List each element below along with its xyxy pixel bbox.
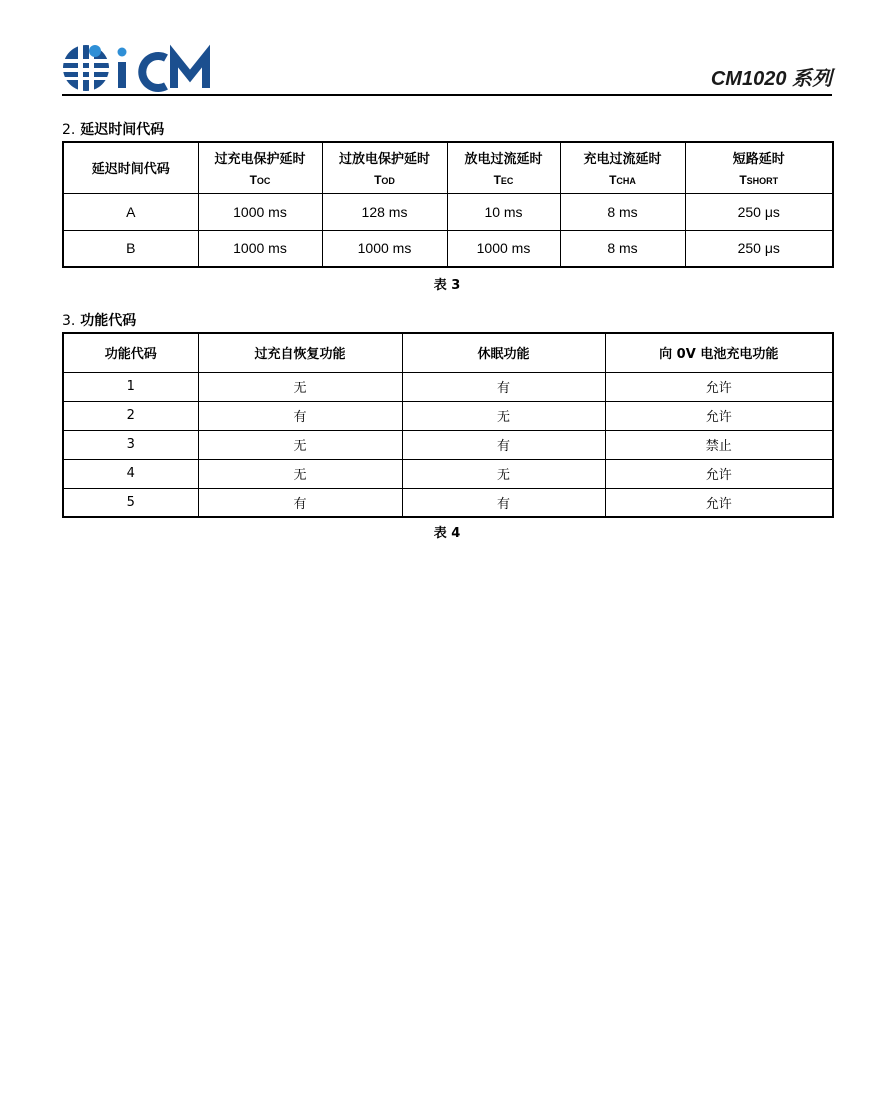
table-cell: 1 <box>63 372 198 401</box>
symbol: TCHA <box>609 173 636 188</box>
header-label: 过放电保护延时 <box>338 152 430 168</box>
table-cell: 无 <box>198 430 402 459</box>
table-row <box>63 372 833 401</box>
table-row <box>63 230 833 267</box>
header-label: 过充电保护延时 <box>214 152 306 168</box>
row-code: A <box>63 193 198 230</box>
table-cell: 128 ms <box>322 193 447 230</box>
table-cell: 4 <box>63 459 198 488</box>
function-table <box>62 332 834 518</box>
section-number: 2. <box>62 122 76 138</box>
table-cell: 无 <box>198 372 402 401</box>
table-cell: 允许 <box>605 401 833 430</box>
table-cell: 8 ms <box>560 193 685 230</box>
table-cell: 250 μs <box>685 193 833 230</box>
symbol: TOD <box>374 173 395 188</box>
symbol: TSHORT <box>739 173 779 188</box>
table-cell: 有 <box>402 488 605 517</box>
table-cell: 5 <box>63 488 198 517</box>
header-label: 短路延时 <box>732 152 785 168</box>
table-row <box>63 401 833 430</box>
header-label: 充电过流延时 <box>583 152 662 168</box>
table-cell: 无 <box>198 459 402 488</box>
row-code: B <box>63 230 198 267</box>
header-cell-tcha <box>560 142 685 193</box>
table-cell: 10 ms <box>447 193 560 230</box>
header-cell-delay-code: 延迟时间代码 <box>63 142 198 193</box>
table-cell: 1000 ms <box>198 193 322 230</box>
table-row <box>63 193 833 230</box>
table-cell: 有 <box>402 372 605 401</box>
table-cell: 1000 ms <box>322 230 447 267</box>
header-cell-tod <box>322 142 447 193</box>
section-function-title <box>62 310 136 330</box>
section-number: 3. <box>62 313 76 329</box>
table-row <box>63 459 833 488</box>
table-cell: 允许 <box>605 488 833 517</box>
icm-logo <box>62 42 224 94</box>
header-divider <box>62 94 832 96</box>
header-cell-toc <box>198 142 322 193</box>
table-cell: 1000 ms <box>198 230 322 267</box>
table-row <box>63 488 833 517</box>
table-cell: 有 <box>402 430 605 459</box>
series-title: CM1020 系列 <box>710 68 832 90</box>
table-cell: 允许 <box>605 459 833 488</box>
header-cell: 休眠功能 <box>402 333 605 372</box>
table-cell: 250 μs <box>685 230 833 267</box>
table-cell: 禁止 <box>605 430 833 459</box>
table-cell: 有 <box>198 401 402 430</box>
table-cell: 无 <box>402 401 605 430</box>
svg-text:iCM: iCM <box>62 42 64 43</box>
header-cell: 过充自恢复功能 <box>198 333 402 372</box>
header-cell: 向 0V 电池充电功能 <box>605 333 833 372</box>
table-header-row <box>63 333 833 372</box>
symbol: TOC <box>249 173 271 188</box>
symbol: TEC <box>493 173 514 188</box>
table-caption: 表 4 <box>433 526 461 541</box>
table-cell: 允许 <box>605 372 833 401</box>
section-heading: 延迟时间代码 <box>80 122 165 138</box>
table-cell: 无 <box>402 459 605 488</box>
table-row <box>63 430 833 459</box>
table-cell: 8 ms <box>560 230 685 267</box>
section-delay-title <box>62 119 164 139</box>
header-cell-tshort <box>685 142 833 193</box>
header-label: 放电过流延时 <box>464 152 543 168</box>
table-cell: 1000 ms <box>447 230 560 267</box>
header-cell: 功能代码 <box>63 333 198 372</box>
table-header-row <box>63 142 833 193</box>
table-cell: 2 <box>63 401 198 430</box>
header-cell-tec <box>447 142 560 193</box>
table-caption: 表 3 <box>433 278 461 293</box>
page-header <box>62 40 832 96</box>
delay-table <box>62 141 834 268</box>
table-cell: 3 <box>63 430 198 459</box>
section-heading: 功能代码 <box>80 313 137 329</box>
table-cell: 有 <box>198 488 402 517</box>
